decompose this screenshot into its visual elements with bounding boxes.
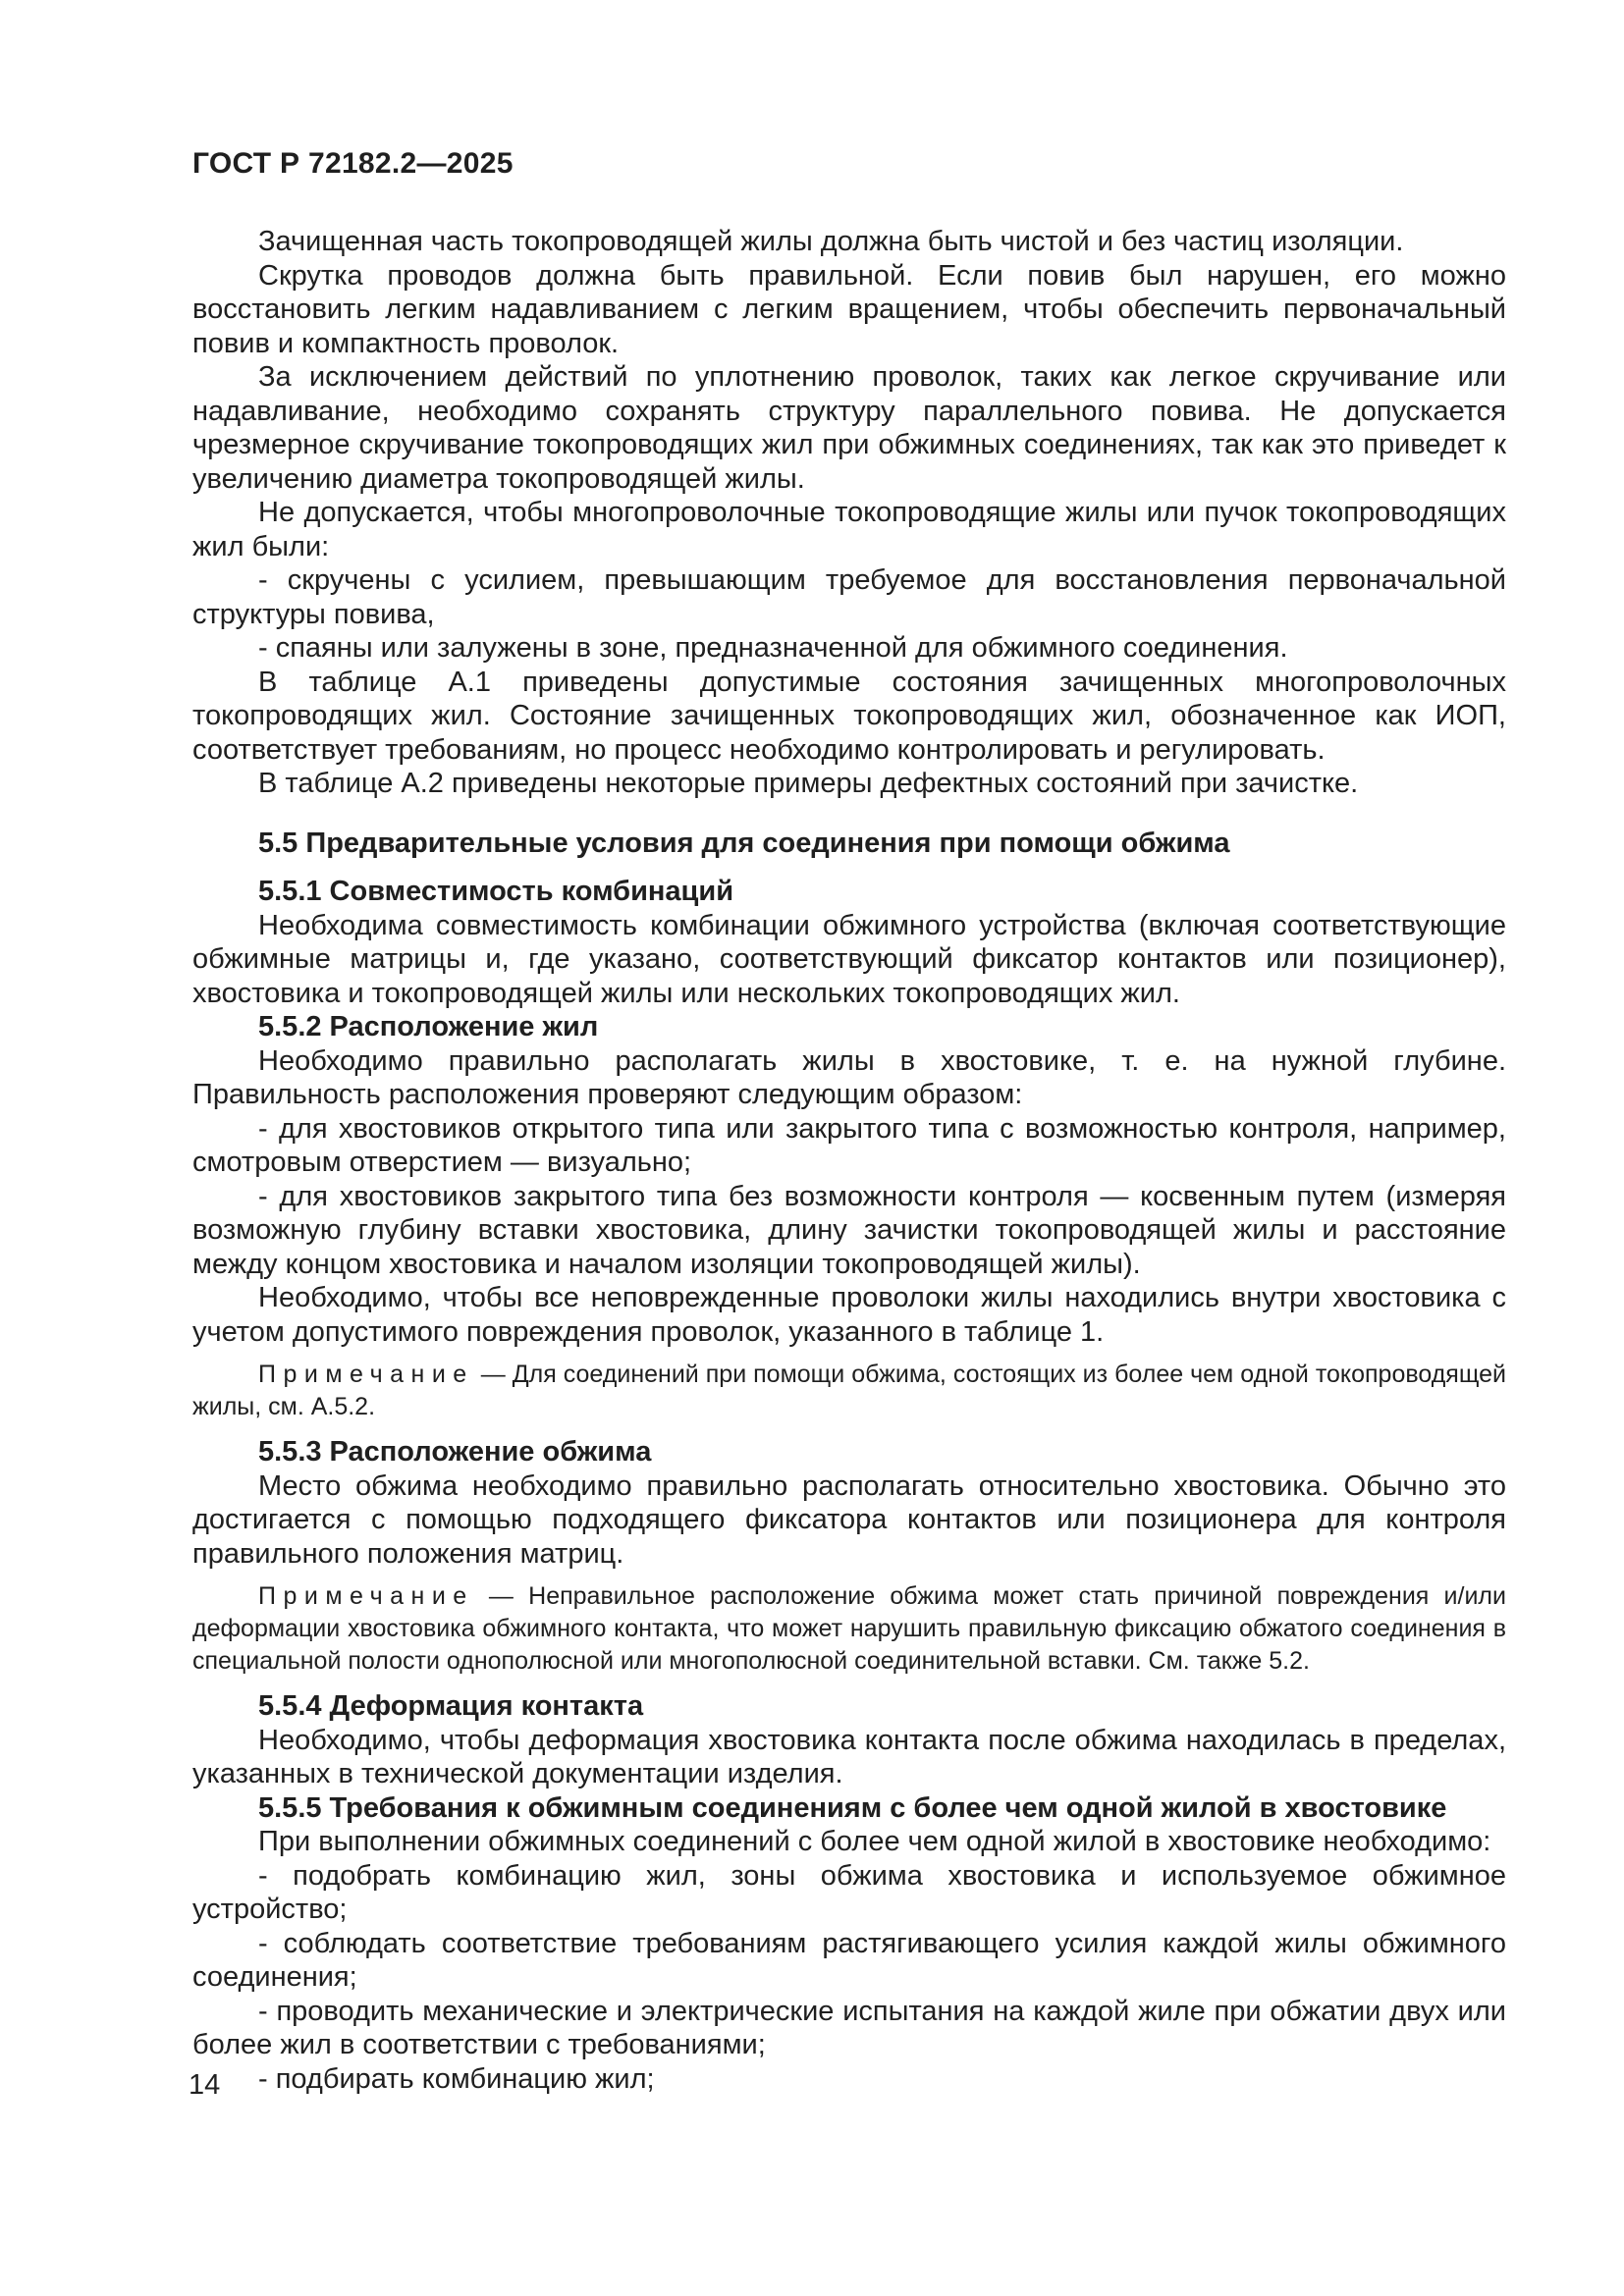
subsection-heading-5-5-2: 5.5.2 Расположение жил — [258, 1011, 599, 1042]
paragraph: За исключением действий по уплотнению проволок, таких как легкое скручивание или надавливание, необходимо сохранять структуру параллельного повива. Не допускается чрезмерное скручивание токопроводящих жил при обжимных соединениях, так как это приведет к увеличению диаметра токопроводящей жилы. — [192, 361, 1506, 495]
list-item-dash: - подобрать комбинацию жил, зоны обжима хвостовика и используемое обжимное устройство; — [192, 1859, 1506, 1925]
paragraph: Необходима совместимость комбинации обжимного устройства (включая соответствующие обжимные матрицы и, где указано, соответствующий фиксатор контактов или позиционер), хвостовика и токопроводящей жилы или нескольких токопроводящих жил. — [192, 909, 1506, 1009]
subsection-heading-5-5-4: 5.5.4 Деформация контакта — [258, 1690, 644, 1722]
list-item-dash: - для хвостовиков открытого типа или закрытого типа с возможностью контроля, например, смотровым отверстием — визуально; — [192, 1112, 1506, 1178]
subsection-heading-5-5-5: 5.5.5 Требования к обжимным соединениям с более чем одной жилой в хвостовике — [258, 1791, 1447, 1824]
list-item-dash: - подбирать комбинацию жил; — [258, 2062, 655, 2095]
paragraph: В таблице А.2 приведены некоторые примеры дефектных состояний при зачистке. — [258, 768, 1359, 799]
note-text: — Для соединений при помощи обжима, состоящих из более чем одной токопроводящей жилы, см. А.5.2. — [192, 1361, 1507, 1420]
list-item-dash: - скручены с усилием, превышающим требуемое для восстановления первоначальной структуры повива, — [192, 564, 1506, 630]
paragraph: Место обжима необходимо правильно располагать относительно хвостовика. Обычно это достигается с помощью подходящего фиксатора контактов или позиционера для контроля правильного положения матриц. — [192, 1469, 1506, 1570]
paragraph: Скрутка проводов должна быть правильной. Если повив был нарушен, его можно восстановить легким надавливанием с легким вращением, чтобы обеспечить первоначальный повив и компактность проволок. — [192, 259, 1506, 359]
list-item-dash: - проводить механические и электрические испытания на каждой жиле при обжатии двух или более жил в соответствии с требованиями; — [192, 1995, 1506, 2060]
page-body — [192, 225, 1506, 2096]
subsection-heading-5-5-3: 5.5.3 Расположение обжима — [258, 1436, 652, 1468]
note-text: — Неправильное расположение обжима может стать причиной повреждения и/или деформации хвостовика обжимного контакта, что может нарушить правильную фиксацию обжатого соединения в специальной полости однополюсной или многополюсной соединительной вставки. См. также 5.2. — [192, 1582, 1506, 1675]
note-1 — [192, 1359, 1506, 1423]
list-item-dash: - для хвостовиков закрытого типа без возможности контроля — косвенным путем (измеряя возможную глубину вставки хвостовика, длину зачистки токопроводящей жилы и расстояние между концом хвостовика и началом изоляции токопроводящей жилы). — [192, 1180, 1506, 1280]
running-header: ГОСТ Р 72182.2—2025 — [192, 147, 514, 180]
paragraph: Зачищенная часть токопроводящей жилы должна быть чистой и без частиц изоляции. — [258, 226, 1404, 257]
page-number: 14 — [189, 2069, 221, 2101]
paragraph: В таблице А.1 приведены допустимые состояния зачищенных многопроволочных токопроводящих жил. Состояние зачищенных токопроводящих жил, обозначенное как ИОП, соответствует требованиям, но процесс необходимо контролировать и регулировать. — [192, 666, 1506, 766]
paragraph: Необходимо, чтобы деформация хвостовика контакта после обжима находилась в пределах, указанных в технической документации изделия. — [192, 1724, 1506, 1789]
list-item-dash: - спаяны или залужены в зоне, предназначенной для обжимного соединения. — [258, 632, 1288, 664]
paragraph: Необходимо правильно располагать жилы в хвостовике, т. е. на нужной глубине. Правильность расположения проверяют следующим образом: — [192, 1044, 1506, 1110]
subsection-heading-5-5-1: 5.5.1 Совместимость комбинаций — [258, 876, 734, 907]
list-item-dash: - соблюдать соответствие требованиям растягивающего усилия каждой жилы обжимного соединения; — [192, 1927, 1506, 1993]
note-2 — [192, 1580, 1506, 1678]
paragraph: Не допускается, чтобы многопроволочные токопроводящие жилы или пучок токопроводящих жил были: — [192, 497, 1506, 562]
paragraph: Необходимо, чтобы все неповрежденные проволоки жилы находились внутри хвостовика с учетом допустимого повреждения проволок, указанного в таблице 1. — [192, 1282, 1506, 1348]
note-label: Примечание — [258, 1361, 474, 1388]
paragraph: При выполнении обжимных соединений с более чем одной жилой в хвостовике необходимо: — [258, 1826, 1491, 1857]
note-label: Примечание — [258, 1582, 474, 1610]
section-heading-5-5: 5.5 Предварительные условия для соединения при помощи обжима — [258, 827, 1230, 859]
